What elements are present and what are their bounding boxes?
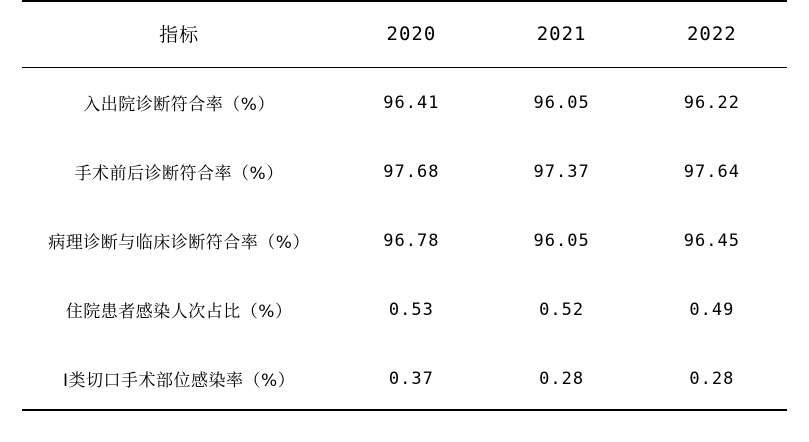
row-value-2021: 0.28 bbox=[539, 368, 585, 389]
table-bottom-rule bbox=[22, 409, 787, 411]
row-indicator-label: 住院患者感染人次占比（%） bbox=[65, 302, 293, 322]
row-value-2021: 0.52 bbox=[539, 299, 585, 320]
row-value-2020: 0.53 bbox=[388, 299, 434, 320]
row-value-2021: 97.37 bbox=[533, 161, 590, 182]
row-value-2022: 96.22 bbox=[683, 92, 740, 113]
table-header bbox=[22, 1, 787, 68]
statistics-table bbox=[22, 0, 787, 409]
row-value-2022: 96.45 bbox=[683, 230, 740, 251]
table-row bbox=[22, 344, 787, 409]
row-value-2020: 0.37 bbox=[388, 368, 434, 389]
column-header-year-2022: 2022 bbox=[686, 22, 737, 45]
table-row bbox=[22, 206, 787, 275]
table-row bbox=[22, 275, 787, 344]
table-header-row bbox=[22, 1, 787, 68]
row-value-2020: 96.41 bbox=[383, 92, 440, 113]
table-row bbox=[22, 137, 787, 206]
row-indicator-label: Ⅰ类切口手术部位感染率（%） bbox=[63, 371, 296, 391]
column-header-indicator: 指标 bbox=[159, 24, 200, 46]
column-header-year-2021: 2021 bbox=[536, 22, 587, 45]
row-value-2020: 96.78 bbox=[383, 230, 440, 251]
row-indicator-label: 入出院诊断符合率（%） bbox=[83, 95, 275, 115]
column-header-year-2020: 2020 bbox=[386, 22, 437, 45]
row-value-2022: 0.28 bbox=[689, 368, 735, 389]
row-value-2021: 96.05 bbox=[533, 230, 590, 251]
row-value-2020: 97.68 bbox=[383, 161, 440, 182]
row-indicator-label: 手术前后诊断符合率（%） bbox=[74, 164, 284, 184]
table-row bbox=[22, 68, 787, 138]
row-value-2022: 97.64 bbox=[683, 161, 740, 182]
row-value-2021: 96.05 bbox=[533, 92, 590, 113]
row-value-2022: 0.49 bbox=[689, 299, 735, 320]
table-body bbox=[22, 68, 787, 410]
row-indicator-label: 病理诊断与临床诊断符合率（%） bbox=[48, 233, 310, 253]
